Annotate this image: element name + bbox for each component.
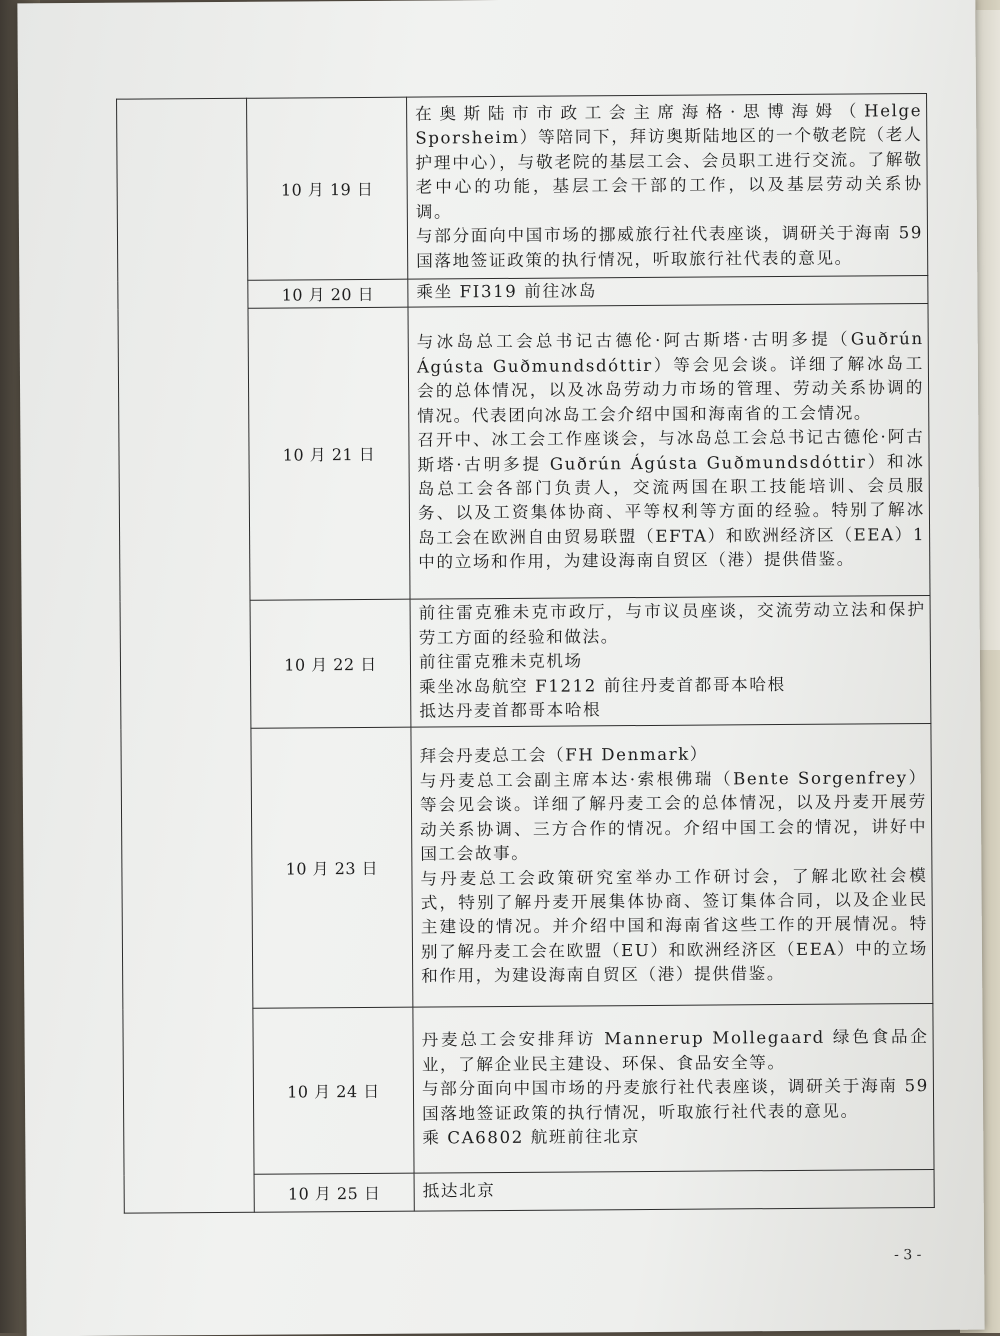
page-number: - 3 - [894,1247,922,1264]
date-cell: 10 月 24 日 [253,1007,414,1174]
content-paragraph: 与冰岛总工会总书记古德伦·阿古斯塔·古明多提（Guðrún Ágústa Guðmundsdóttir）等会见会谈。详细了解冰岛工会的总体情况，以及冰岛劳动力市场的管理、劳动关系协调的情况。代表团向冰岛工会介绍中国和海南省的工会情况。 [416,329,925,426]
date-cell: 10 月 20 日 [248,279,408,308]
document-page [17,0,984,1336]
content-paragraph: 与丹麦总工会政策研究室举办工作研讨会，了解北欧社会模式，特别了解丹麦开展集体协商、签订集体合同，以及企业民主建设的情况。并介绍中国和海南省这些工作的开展情况。特别了解丹麦工会在欧盟（EU）和欧洲经济区（EEA）中的立场和作用，为建设海南自贸区（港）提供借鉴。 [420,865,929,986]
date-cell: 10 月 25 日 [254,1173,414,1212]
date-cell: 10 月 21 日 [248,307,410,600]
content-paragraph: 召开中、冰工会工作座谈会，与冰岛总工会总书记古德伦·阿古斯塔·古明多提 Guðrún Ágústa Guðmundsdóttir）和冰岛总工会各部门负责人，交流两国在职工技能培训、会员服务、以及工资集体协商、平等权利等方面的经验。特别了解冰岛工会在欧洲自由贸易联盟（EFTA）和欧洲经济区（EEA）1 中的立场和作用，为建设海南自贸区（港）提供借鉴。 [417,427,926,572]
content-paragraph: 乘 CA6802 航班前往北京 [422,1127,640,1148]
content-cell [408,304,930,600]
content-paragraph: 与部分面向中国市场的挪威旅行社代表座谈，调研关于海南 59 国落地签证政策的执行情况，听取旅行社代表的意见。 [415,223,924,271]
content-paragraph: 拜会丹麦总工会（FH Denmark） [419,745,709,767]
content-cell [411,724,933,1008]
content-paragraph: 前往雷克雅未克市政厅，与市议员座谈，交流劳动立法和保护劳工方面的经验和做法。 [418,600,926,648]
itinerary-table [116,93,935,1214]
content-cell [407,94,928,280]
date-cell: 10 月 23 日 [251,727,413,1008]
content-paragraph: 与丹麦总工会副主席本达·索根佛瑞（Bente Sorgenfrey）等会见会谈。详细了解丹麦工会的总体情况，以及丹麦开展劳动关系协调、三方合作的情况。介绍中国工会的情况，讲好中国工会故事。 [419,767,928,864]
date-cell: 10 月 19 日 [247,97,408,280]
content-paragraph: 乘坐 FI319 前往冰岛 [416,281,598,302]
content-paragraph: 前往雷克雅未克机场 [418,651,583,672]
content-cell [410,596,931,728]
content-paragraph: 在奥斯陆市市政工会主席海格·思博海姆（Helge Sporsheim）等陪同下，拜访奥斯陆地区的一个敬老院（老人护理中心），与敬老院的基层工会、会员职工进行交流。了解敬老中心的功能，基层工会干部的工作，以及基层劳动关系协调。 [415,101,923,222]
content-paragraph: 与部分面向中国市场的丹麦旅行社代表座谈，调研关于海南 59 国落地签证政策的执行情况，听取旅行社代表的意见。 [421,1076,930,1124]
content-cell [413,1003,934,1173]
table-row [117,94,928,282]
content-paragraph: 抵达丹麦首都哥本哈根 [419,700,602,721]
content-paragraph: 乘坐冰岛航空 F1212 前往丹麦首都哥本哈根 [419,674,786,697]
content-cell [408,276,928,308]
date-cell: 10 月 22 日 [250,599,411,728]
content-paragraph: 抵达北京 [422,1181,496,1201]
merged-first-column [117,98,255,1213]
adjacent-page-edge [976,10,1000,650]
content-paragraph: 丹麦总工会安排拜访 Mannerup Mollegaard 绿色食品企业，了解企业民主建设、环保、食品安全等。 [421,1027,929,1075]
content-cell [414,1169,934,1211]
